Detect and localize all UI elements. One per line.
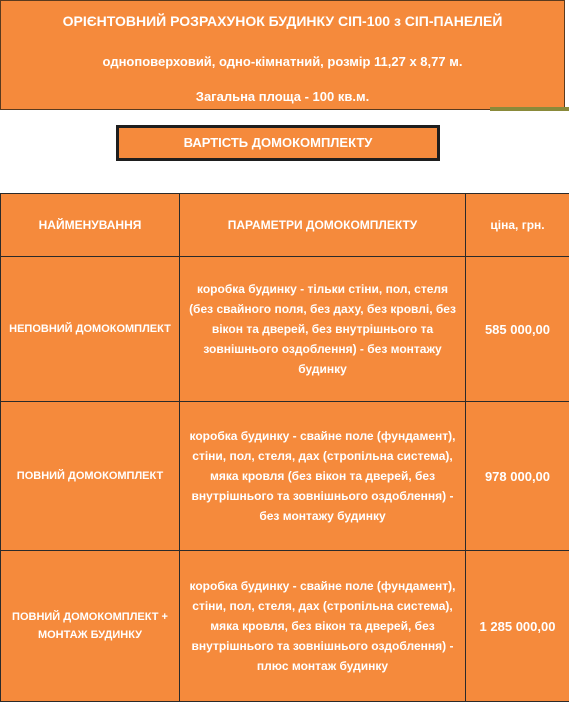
column-header-price: ціна, грн. xyxy=(466,194,569,257)
kit-price: 1 285 000,00 xyxy=(466,551,569,702)
kit-params: коробка будинку - свайне поле (фундамент), стіни, пол, стеля, дах (стропільна система), мяка кровля, без вікон та дверей, без внутрішнього та зовнішнього оздоблення) - плюс монтаж будинку xyxy=(180,551,466,702)
table-header-row xyxy=(1,194,569,257)
kit-name: НЕПОВНИЙ ДОМОКОМПЛЕКТ xyxy=(1,257,180,402)
column-header-name: НАЙМЕНУВАННЯ xyxy=(1,194,180,257)
kit-price-table xyxy=(0,193,569,702)
section-title: ВАРТІСТЬ ДОМОКОМПЛЕКТУ xyxy=(116,125,440,161)
house-description: одноповерховий, одно-кімнатний, розмір 11,27 х 8,77 м. xyxy=(1,54,564,69)
kit-params: коробка будинку - тільки стіни, пол, стеля (без свайного поля, без даху, без кровлі, без вікон та дверей, без внутрішнього та зовнішнього оздоблення) - без монтажу будинку xyxy=(180,257,466,402)
table-row xyxy=(1,551,569,702)
total-area: Загальна площа - 100 кв.м. xyxy=(1,89,564,104)
table-row xyxy=(1,257,569,402)
column-header-params: ПАРАМЕТРИ ДОМОКОМПЛЕКТУ xyxy=(180,194,466,257)
estimate-title: ОРІЄНТОВНИЙ РОЗРАХУНОК БУДИНКУ СІП-100 з СІП-ПАНЕЛЕЙ xyxy=(1,13,564,29)
kit-name: ПОВНИЙ ДОМОКОМПЛЕКТ + МОНТАЖ БУДИНКУ xyxy=(1,551,180,702)
estimate-header xyxy=(0,0,565,110)
kit-price: 978 000,00 xyxy=(466,402,569,551)
kit-params: коробка будинку - свайне поле (фундамент), стіни, пол, стеля, дах (стропільна система), мяка кровля (без вікон та дверей, без внутрішнього та зовнішнього оздоблення) - без монтажу будинку xyxy=(180,402,466,551)
table-row xyxy=(1,402,569,551)
kit-price: 585 000,00 xyxy=(466,257,569,402)
header-accent-bar xyxy=(490,107,569,111)
kit-name: ПОВНИЙ ДОМОКОМПЛЕКТ xyxy=(1,402,180,551)
